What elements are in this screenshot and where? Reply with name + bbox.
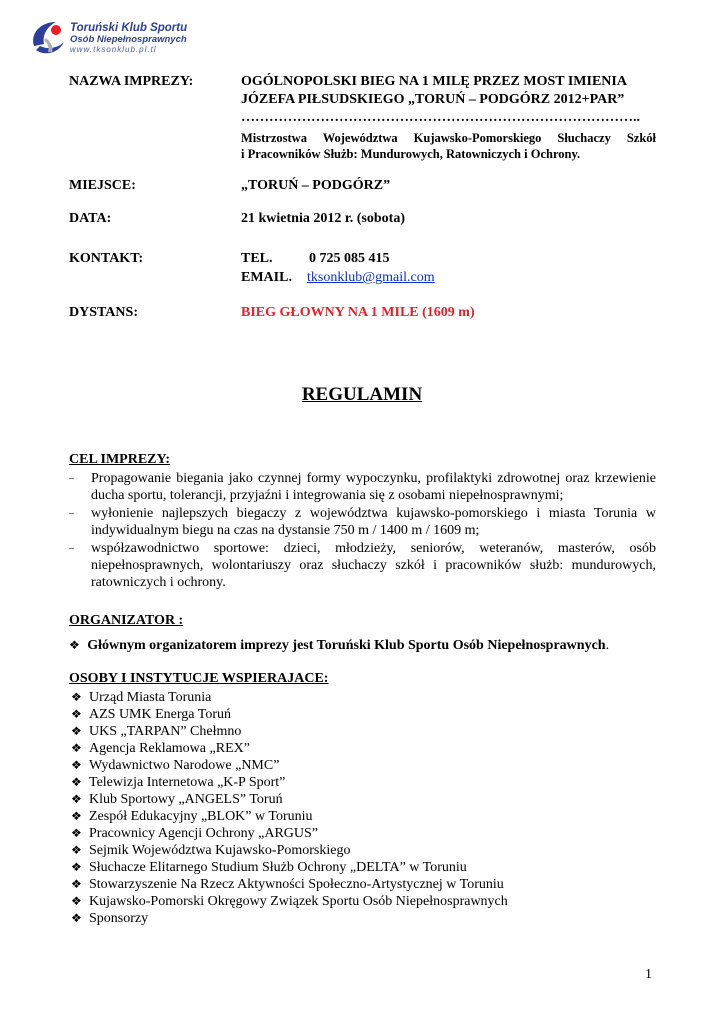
logo-text bbox=[70, 22, 187, 55]
list-item bbox=[69, 689, 669, 706]
list-item bbox=[69, 859, 669, 876]
diamond-bullet-icon: ❖ bbox=[71, 724, 82, 738]
supporter-text: AZS UMK Energa Toruń bbox=[89, 707, 231, 722]
logo-website: www.tksonklub.pl.tl bbox=[70, 45, 157, 54]
page-number: 1 bbox=[645, 967, 652, 982]
goal-item-text: wyłonienie najlepszych biegaczy z województwa kujawsko-pomorskiego i miasta Torunia w indywidualnym biegu na czas na dystansie 750 m / 1400 m / 1609 m; bbox=[91, 506, 656, 538]
diamond-bullet-icon: ❖ bbox=[71, 809, 82, 823]
list-item bbox=[69, 825, 669, 842]
supporter-text: Telewizja Internetowa „K-P Sport” bbox=[89, 775, 286, 790]
logo-line-1: Toruński Klub Sportu bbox=[70, 22, 188, 34]
diamond-bullet-icon: ❖ bbox=[71, 860, 82, 874]
goal-item-text: Propagowanie biegania jako czynnej formy wypoczynku, profilaktyki zdrowotnej oraz krzewienie ducha sportu, tolerancji, przyjaźni i integrowania się z osobami niepełnosprawnymi; bbox=[91, 471, 656, 503]
list-item bbox=[69, 740, 669, 757]
regulamin-title: REGULAMIN bbox=[301, 384, 423, 405]
organizer-text: Głównym organizatorem imprezy jest Toruński Klub Sportu Osób Niepełnosprawnych bbox=[87, 638, 606, 653]
supporter-text: Sejmik Województwa Kujawsko-Pomorskiego bbox=[89, 843, 351, 858]
list-item bbox=[69, 774, 669, 791]
organizer-heading: ORGANIZATOR : bbox=[69, 613, 184, 628]
goal-heading: CEL IMPREZY: bbox=[69, 452, 171, 467]
goal-list bbox=[69, 470, 656, 592]
supporter-text: Pracownicy Agencji Ochrony „ARGUS” bbox=[89, 826, 319, 841]
supporter-text: Zespół Edukacyjny „BLOK” w Toruniu bbox=[89, 809, 313, 824]
event-subtitle-line-1: Mistrzostwa Województwa Kujawsko-Pomorskiego Słuchaczy Szkół bbox=[241, 131, 656, 145]
distance-label: DYSTANS: bbox=[69, 305, 138, 320]
list-item bbox=[69, 470, 656, 504]
supporter-text: Stowarzyszenie Na Rzecz Aktywności Społeczno-Artystycznej w Toruniu bbox=[89, 877, 504, 892]
list-item bbox=[69, 910, 669, 927]
date-label: DATA: bbox=[69, 211, 112, 226]
contact-label: KONTAKT: bbox=[69, 251, 144, 266]
email-link[interactable]: tksonklub@gmail.com bbox=[307, 270, 435, 285]
distance-value: BIEG GŁOWNY NA 1 MILE (1609 m) bbox=[241, 305, 475, 320]
list-item bbox=[69, 540, 656, 591]
diamond-bullet-icon: ❖ bbox=[71, 877, 82, 891]
event-name-label: NAZWA IMPREZY: bbox=[69, 74, 194, 89]
dash-bullet-icon: – bbox=[69, 473, 74, 484]
supporter-text: Klub Sportowy „ANGELS” Toruń bbox=[89, 792, 283, 807]
event-subtitle-line-2: i Pracowników Służb: Mundurowych, Ratowniczych i Ochrony. bbox=[241, 147, 581, 161]
supporters-heading: OSOBY I INSTYTUCJE WSPIERAJACE: bbox=[69, 671, 329, 686]
diamond-bullet-icon: ❖ bbox=[71, 775, 82, 789]
supporter-text: Sponsorzy bbox=[89, 911, 149, 926]
diamond-bullet-icon: ❖ bbox=[71, 911, 82, 925]
list-item bbox=[69, 876, 669, 893]
diamond-bullet-icon: ❖ bbox=[71, 826, 82, 840]
date-value: 21 kwietnia 2012 r. (sobota) bbox=[241, 211, 405, 226]
runner-logo-icon bbox=[26, 16, 70, 60]
list-item bbox=[69, 808, 669, 825]
list-item bbox=[69, 505, 656, 539]
list-item bbox=[69, 706, 669, 723]
list-item bbox=[69, 842, 669, 859]
tel-label: TEL. bbox=[241, 251, 273, 266]
list-item bbox=[69, 893, 669, 910]
event-name-line-1: OGÓLNOPOLSKI BIEG NA 1 MILĘ PRZEZ MOST IMIENIA bbox=[241, 74, 627, 89]
list-item bbox=[69, 757, 669, 774]
supporter-text: UKS „TARPAN” Chełmno bbox=[89, 724, 242, 739]
event-name-line-2: JÓZEFA PIŁSUDSKIEGO „TORUŃ – PODGÓRZ 2012+PAR” bbox=[241, 92, 625, 107]
supporter-text: Wydawnictwo Narodowe „NMC” bbox=[89, 758, 280, 773]
email-label: EMAIL. bbox=[241, 270, 292, 285]
diamond-bullet-icon: ❖ bbox=[71, 792, 82, 806]
goal-item-text: współzawodnictwo sportowe: dzieci, młodzieży, seniorów, weteranów, masterów, osób niepełnosprawnych, wolontariuszy oraz słuchaczy szkół i pracowników służb: mundurowych, ratowniczych i ochrony. bbox=[91, 541, 656, 590]
list-item bbox=[69, 791, 669, 808]
diamond-bullet-icon: ❖ bbox=[69, 638, 80, 652]
diamond-bullet-icon: ❖ bbox=[71, 894, 82, 908]
supporters-list bbox=[69, 689, 669, 927]
diamond-bullet-icon: ❖ bbox=[71, 741, 82, 755]
supporter-text: Słuchacze Elitarnego Studium Służb Ochrony „DELTA” w Toruniu bbox=[89, 860, 467, 875]
place-label: MIEJSCE: bbox=[69, 178, 136, 193]
diamond-bullet-icon: ❖ bbox=[71, 690, 82, 704]
tel-value: 0 725 085 415 bbox=[309, 251, 390, 266]
dash-bullet-icon: – bbox=[69, 543, 74, 554]
supporter-text: Urząd Miasta Torunia bbox=[89, 690, 212, 705]
list-item bbox=[69, 723, 669, 740]
diamond-bullet-icon: ❖ bbox=[71, 758, 82, 772]
organizer-period: . bbox=[605, 638, 610, 653]
logo-line-2: Osób Niepełnosprawnych bbox=[70, 34, 187, 45]
place-value: „TORUŃ – PODGÓRZ” bbox=[241, 178, 391, 193]
supporter-text: Agencja Reklamowa „REX” bbox=[89, 741, 250, 756]
dash-bullet-icon: – bbox=[69, 508, 74, 519]
supporter-text: Kujawsko-Pomorski Okręgowy Związek Sportu Osób Niepełnosprawnych bbox=[89, 894, 508, 909]
organizer-row bbox=[69, 637, 609, 654]
event-name-dots: ………………………………………………………………………….. bbox=[241, 110, 640, 125]
diamond-bullet-icon: ❖ bbox=[71, 707, 82, 721]
diamond-bullet-icon: ❖ bbox=[71, 843, 82, 857]
